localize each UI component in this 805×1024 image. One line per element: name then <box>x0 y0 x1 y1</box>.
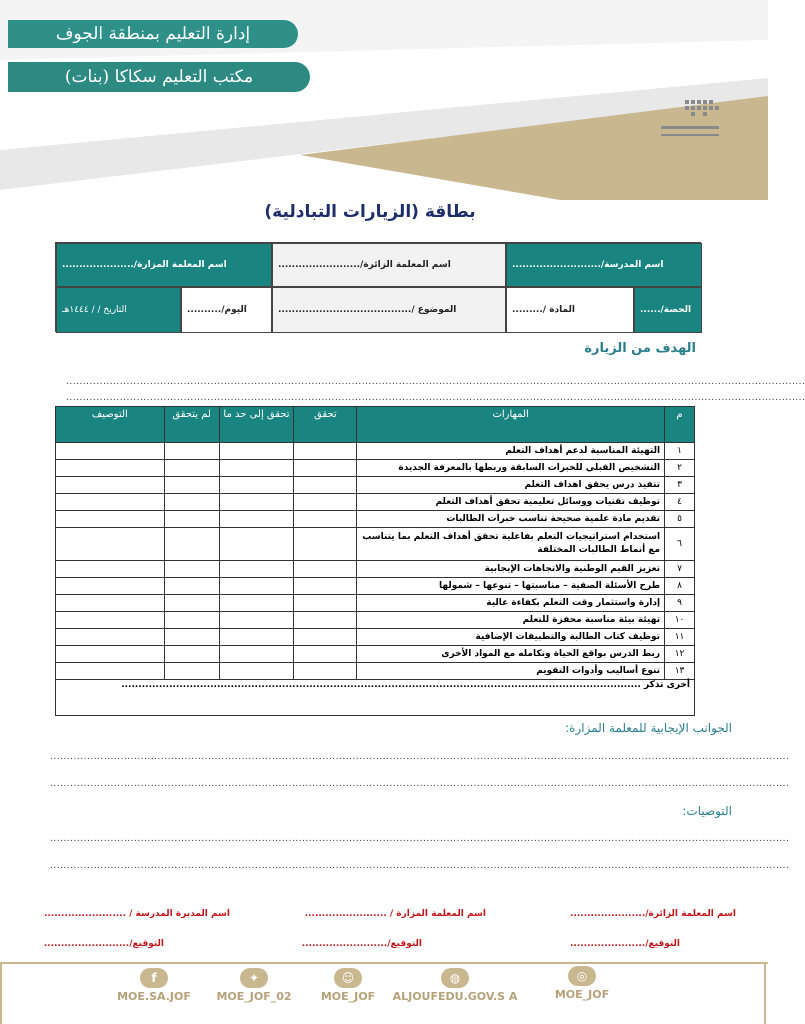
table-row <box>56 629 695 646</box>
recommendation-cell[interactable] <box>56 663 165 680</box>
row-skill: تنوع أساليب وأدوات التقويم <box>357 663 665 680</box>
period-field: الحصة/...... <box>634 287 702 333</box>
col-not-achieved: لم يتحقق <box>164 407 219 443</box>
col-achieved: تحقق <box>294 407 357 443</box>
recommendation-cell[interactable] <box>56 528 165 561</box>
col-num: م <box>665 407 695 443</box>
not-achieved-cell[interactable] <box>164 663 219 680</box>
row-number: ١١ <box>665 629 695 646</box>
row-number: ٦ <box>665 528 695 561</box>
row-skill: توظيف كتاب الطالبة والتطبيقات الإضافية <box>357 629 665 646</box>
table-row <box>56 477 695 494</box>
date-field: التاريخ / / ١٤٤٤هـ <box>56 287 181 333</box>
partial-cell[interactable] <box>219 561 294 578</box>
partial-cell[interactable] <box>219 612 294 629</box>
visited-teacher-field: اسم المعلمة المزارة/..................... <box>56 243 272 287</box>
instagram-handle: MOE_JOF <box>554 988 610 1001</box>
recommendation-cell[interactable] <box>56 595 165 612</box>
not-achieved-cell[interactable] <box>164 528 219 561</box>
partial-cell[interactable] <box>219 629 294 646</box>
row-skill: التهيئة المناسبة لدعم أهداف التعلم <box>357 443 665 460</box>
not-achieved-cell[interactable] <box>164 443 219 460</box>
snapchat-icon: ☺ <box>334 968 362 988</box>
positives-line-1: ............................................................................................................................................................................................................................ <box>50 752 790 762</box>
achieved-cell[interactable] <box>294 629 357 646</box>
table-row <box>56 663 695 680</box>
partial-cell[interactable] <box>219 646 294 663</box>
twitter-icon: ✦ <box>240 968 268 988</box>
topic-field: الموضوع /....................................... <box>272 287 506 333</box>
row-skill: طرح الأسئلة الصفية – مناسبتها – تنوعها – شمولها <box>357 578 665 595</box>
table-row <box>56 578 695 595</box>
achieved-cell[interactable] <box>294 460 357 477</box>
globe-icon: ◍ <box>441 968 469 988</box>
partial-cell[interactable] <box>219 528 294 561</box>
snapchat-handle: MOE_JOF <box>320 990 376 1003</box>
achieved-cell[interactable] <box>294 511 357 528</box>
row-skill: تنفيذ درس يحقق اهداف التعلم <box>357 477 665 494</box>
recommendation-cell[interactable] <box>56 511 165 528</box>
row-skill: التشخيص القبلي للخبرات السابقة وربطها بالمعرفة الجديدة <box>357 460 665 477</box>
row-number: ١٣ <box>665 663 695 680</box>
not-achieved-cell[interactable] <box>164 511 219 528</box>
row-skill: تعزيز القيم الوطنية والاتجاهات الإيجابية <box>357 561 665 578</box>
twitter-handle: MOE_JOF_02 <box>216 990 292 1003</box>
row-skill: ربط الدرس بواقع الحياة وتكامله مع المواد الأخرى <box>357 646 665 663</box>
recommendation-cell[interactable] <box>56 477 165 494</box>
partial-cell[interactable] <box>219 663 294 680</box>
signature-line-3: التوقيع/......................... <box>43 939 164 949</box>
recommendation-cell[interactable] <box>56 443 165 460</box>
row-number: ٤ <box>665 494 695 511</box>
row-skill: توظيف تقنيات ووسائل تعليمية تحقق أهداف التعلم <box>357 494 665 511</box>
achieved-cell[interactable] <box>294 443 357 460</box>
visited-teacher-signature-name: اسم المعلمة المزارة / ........................ <box>304 909 486 919</box>
partial-cell[interactable] <box>219 443 294 460</box>
facebook-icon: f <box>140 968 168 988</box>
not-achieved-cell[interactable] <box>164 578 219 595</box>
signature-line-1: التوقيع/...................... <box>570 939 680 949</box>
achieved-cell[interactable] <box>294 528 357 561</box>
not-achieved-cell[interactable] <box>164 612 219 629</box>
row-number: ٣ <box>665 477 695 494</box>
achieved-cell[interactable] <box>294 612 357 629</box>
not-achieved-cell[interactable] <box>164 646 219 663</box>
achieved-cell[interactable] <box>294 494 357 511</box>
visiting-teacher-field: اسم المعلمة الزائرة/........................ <box>272 243 506 287</box>
not-achieved-cell[interactable] <box>164 460 219 477</box>
snapchat-link[interactable] <box>312 968 384 1003</box>
school-field: اسم المدرسة/.......................... <box>506 243 702 287</box>
instagram-icon: ◎ <box>568 966 596 986</box>
signature-line-2: التوقيع/......................... <box>301 939 422 949</box>
visiting-teacher-signature-name: اسم المعلمة الزائرة/...................... <box>570 909 736 919</box>
row-number: ١٢ <box>665 646 695 663</box>
twitter-link[interactable] <box>206 968 302 1003</box>
table-row <box>56 460 695 477</box>
partial-cell[interactable] <box>219 477 294 494</box>
day-field: اليوم/.......... <box>181 287 272 333</box>
achieved-cell[interactable] <box>294 561 357 578</box>
header-department-pill: مكتب التعليم سكاكا (بنات) <box>8 62 310 92</box>
table-row <box>56 612 695 629</box>
achieved-cell[interactable] <box>294 595 357 612</box>
row-skill: تهيئة بيئة مناسبة محفزة للتعلم <box>357 612 665 629</box>
table-row <box>56 528 695 561</box>
recommendation-cell[interactable] <box>56 646 165 663</box>
positives-title: الجوانب الإيجابية للمعلمة المزارة: <box>565 721 732 735</box>
table-row <box>56 646 695 663</box>
row-skill: تقديم مادة علمية صحيحة تناسب خبرات الطالبات <box>357 511 665 528</box>
not-achieved-cell[interactable] <box>164 629 219 646</box>
footer-right-edge <box>756 962 766 1024</box>
row-number: ١٠ <box>665 612 695 629</box>
subject-field: المادة /......... <box>506 287 634 333</box>
website-url: ALJOUFEDU.GOV.S A <box>392 990 518 1003</box>
partial-cell[interactable] <box>219 595 294 612</box>
recommendation-cell[interactable] <box>56 612 165 629</box>
header-office-pill: إدارة التعليم بمنطقة الجوف <box>8 20 298 48</box>
table-row-other <box>56 680 695 716</box>
table-row <box>56 494 695 511</box>
skills-table <box>55 406 695 716</box>
recommendations-line-2: ............................................................................................................................................................................................................................ <box>50 861 790 871</box>
col-partial: تحقق إلى حد ما <box>219 407 294 443</box>
col-skills: المهارات <box>357 407 665 443</box>
recommendation-cell[interactable] <box>56 494 165 511</box>
row-number: ١ <box>665 443 695 460</box>
recommendations-title: التوصيات: <box>682 804 732 818</box>
not-achieved-cell[interactable] <box>164 494 219 511</box>
not-achieved-cell[interactable] <box>164 561 219 578</box>
recommendations-line-1: ............................................................................................................................................................................................................................ <box>50 834 790 844</box>
table-header-row <box>56 407 695 443</box>
goal-line-2: ............................................................................................................................................................................................................................ <box>66 393 805 403</box>
table-row <box>56 443 695 460</box>
partial-cell[interactable] <box>219 460 294 477</box>
table-row <box>56 595 695 612</box>
not-achieved-cell[interactable] <box>164 477 219 494</box>
goal-title: الهدف من الزيارة <box>584 341 696 356</box>
other-notes[interactable]: أخرى تذكر ........................................................................................................................................................ <box>56 680 695 716</box>
row-number: ٧ <box>665 561 695 578</box>
row-number: ٨ <box>665 578 695 595</box>
achieved-cell[interactable] <box>294 646 357 663</box>
achieved-cell[interactable] <box>294 578 357 595</box>
facebook-link[interactable] <box>106 968 202 1003</box>
card-title: بطاقة (الزيارات التبادلية) <box>264 202 476 222</box>
website-link[interactable] <box>384 968 526 1003</box>
row-number: ٥ <box>665 511 695 528</box>
row-number: ٢ <box>665 460 695 477</box>
row-skill: استخدام استراتيجيات التعلم بفاعلية تحقق أهداف التعلم بما يتناسب مع أنماط الطالبات المختلفة <box>357 528 665 561</box>
achieved-cell[interactable] <box>294 477 357 494</box>
col-recommendation: التوصيف <box>56 407 165 443</box>
facebook-handle: MOE.SA.JOF <box>117 990 191 1003</box>
partial-cell[interactable] <box>219 578 294 595</box>
recommendation-cell[interactable] <box>56 578 165 595</box>
row-number: ٩ <box>665 595 695 612</box>
info-grid <box>55 242 701 332</box>
table-row <box>56 511 695 528</box>
positives-line-2: ............................................................................................................................................................................................................................ <box>50 779 790 789</box>
instagram-link[interactable] <box>544 966 620 1001</box>
row-skill: إدارة واستثمار وقت التعلم بكفاءة عالية <box>357 595 665 612</box>
achieved-cell[interactable] <box>294 663 357 680</box>
partial-cell[interactable] <box>219 511 294 528</box>
principal-signature-name: اسم المديرة المدرسة / ........................ <box>43 909 230 919</box>
ministry-logo <box>655 96 725 146</box>
table-row <box>56 561 695 578</box>
footer-left-edge <box>0 962 10 1024</box>
recommendation-cell[interactable] <box>56 460 165 477</box>
goal-line-1: ............................................................................................................................................................................................................................ <box>66 377 805 387</box>
recommendation-cell[interactable] <box>56 629 165 646</box>
partial-cell[interactable] <box>219 494 294 511</box>
recommendation-cell[interactable] <box>56 561 165 578</box>
not-achieved-cell[interactable] <box>164 595 219 612</box>
